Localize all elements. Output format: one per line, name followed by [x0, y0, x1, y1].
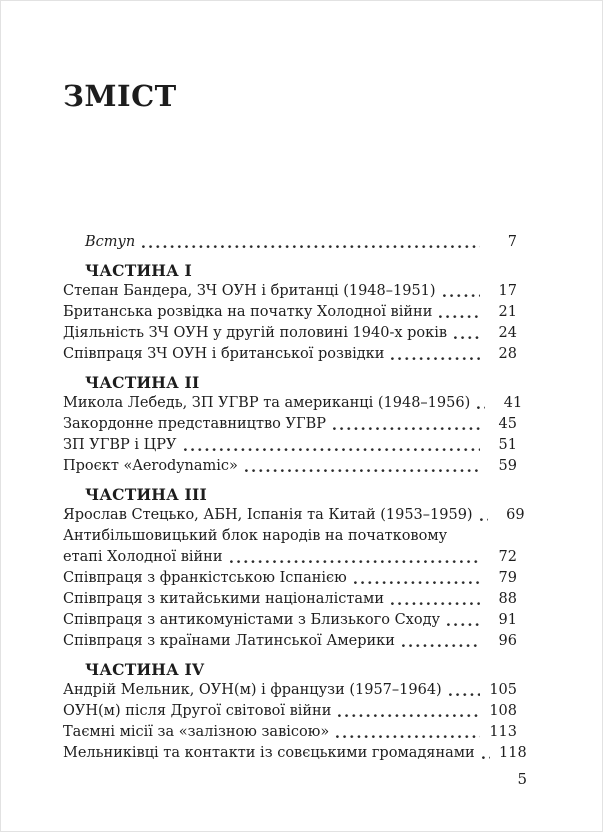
toc-entry-label: Співпраця з франкістською Іспанією	[63, 570, 347, 586]
toc-entry	[63, 701, 517, 722]
dot-leader	[142, 244, 480, 249]
toc-entry-label: Співпраця ЗЧ ОУН і британської розвідки	[63, 346, 385, 362]
dot-leader	[439, 314, 480, 319]
toc-entry-page: 96	[498, 633, 517, 649]
dot-leader	[449, 692, 480, 697]
toc-entry	[63, 589, 517, 610]
toc-entry-label: Мельниківці та контакти із совєцькими громадянами	[63, 745, 475, 761]
toc-entry	[63, 743, 527, 764]
toc-section	[63, 659, 527, 764]
toc-entry-page: 7	[507, 234, 517, 250]
toc-section-heading: ЧАСТИНА III	[85, 485, 207, 504]
toc-entry	[63, 680, 517, 701]
toc-sections	[63, 260, 527, 764]
toc-entry-label: Діяльність ЗЧ ОУН у другій половині 1940-х років	[63, 325, 448, 341]
toc-entry-label: ЗП УГВР і ЦРУ	[63, 437, 177, 453]
toc-entry	[63, 610, 517, 631]
toc-section-entries	[63, 505, 525, 652]
toc-entry-page: 72	[498, 549, 517, 565]
toc-entry-page: 45	[498, 416, 517, 432]
toc-section-heading: ЧАСТИНА IV	[85, 660, 205, 679]
toc-entry-page: 69	[506, 507, 525, 523]
dot-leader	[336, 734, 480, 739]
dot-leader	[477, 405, 485, 410]
toc-entry-page: 118	[499, 745, 527, 761]
toc-entry	[63, 631, 517, 652]
dot-leader	[230, 559, 480, 564]
toc-entry-label: Співпраця з антикомуністами з Близького Сходу	[63, 612, 441, 628]
toc-section	[63, 372, 523, 477]
toc-entry-intro	[63, 232, 517, 253]
dot-leader	[338, 713, 480, 718]
toc-entry-page: 108	[489, 703, 517, 719]
toc-entry-label: ОУН(м) після Другої світової війни	[63, 703, 332, 719]
dot-leader	[402, 643, 480, 648]
toc-entry-label: етапі Холодної війни	[63, 549, 223, 565]
toc-entry-label: Співпраця з китайськими націоналістами	[63, 591, 384, 607]
toc-entry-label: Проєкт «Aerodynamic»	[63, 458, 238, 474]
toc-entry	[63, 547, 517, 568]
dot-leader	[184, 447, 480, 452]
toc-entry-page: 113	[489, 724, 517, 740]
toc-entry-label: Вступ	[85, 234, 136, 250]
toc-entry-page: 17	[498, 283, 517, 299]
toc-section	[63, 484, 525, 652]
toc-entry-page: 79	[498, 570, 517, 586]
toc-section	[63, 260, 517, 365]
toc-section-heading: ЧАСТИНА II	[85, 373, 200, 392]
toc-section-entries	[63, 680, 527, 764]
toc-entry	[63, 435, 517, 456]
toc-entry-page: 59	[498, 458, 517, 474]
toc-entry	[63, 456, 517, 477]
toc-entry	[63, 526, 517, 547]
toc-entry	[63, 344, 517, 365]
toc-entry-label: Таємні місії за «залізною завісою»	[63, 724, 330, 740]
dot-leader	[454, 335, 480, 340]
toc-entry	[63, 323, 517, 344]
toc-entry-label: Андрій Мельник, ОУН(м) і французи (1957–1964)	[63, 682, 442, 698]
toc-entry-label: Співпраця з країнами Латинської Америки	[63, 633, 395, 649]
toc-section-entries	[63, 281, 517, 365]
toc-entry	[63, 281, 517, 302]
toc-entry-label: Антибільшовицький блок народів на початковому	[63, 528, 448, 544]
page-title: ЗМІСТ	[63, 79, 177, 113]
table-of-contents	[63, 232, 527, 764]
toc-entry-label: Британська розвідка на початку Холодної війни	[63, 304, 433, 320]
toc-entry	[63, 568, 517, 589]
toc-entry-page: 21	[498, 304, 517, 320]
toc-entry-label: Ярослав Стецько, АБН, Іспанія та Китай (1953–1959)	[63, 507, 473, 523]
dot-leader	[443, 293, 480, 298]
dot-leader	[480, 517, 488, 522]
toc-section-heading: ЧАСТИНА I	[85, 261, 193, 280]
toc-section-entries	[63, 393, 523, 477]
folio-page-number: 5	[517, 770, 527, 788]
dot-leader	[482, 755, 490, 760]
toc-entry	[63, 302, 517, 323]
dot-leader	[391, 356, 480, 361]
toc-entry-page: 88	[498, 591, 517, 607]
dot-leader	[447, 622, 480, 627]
dot-leader	[245, 468, 480, 473]
toc-entry-label: Степан Бандера, ЗЧ ОУН і британці (1948–1951)	[63, 283, 436, 299]
toc-entry-page: 51	[498, 437, 517, 453]
dot-leader	[354, 580, 480, 585]
toc-entry-page: 91	[498, 612, 517, 628]
toc-entry-page: 41	[503, 395, 523, 411]
toc-entry-page: 24	[498, 325, 517, 341]
dot-leader	[391, 601, 480, 606]
toc-entry-page: 105	[489, 682, 517, 698]
dot-leader	[333, 426, 480, 431]
toc-entry-page: 28	[498, 346, 517, 362]
toc-entry	[63, 393, 523, 414]
toc-entry	[63, 505, 525, 526]
toc-entry-label: Микола Лебедь, ЗП УГВР та американці (1948–1956)	[63, 395, 471, 411]
toc-entry	[63, 722, 517, 743]
toc-entry-label: Закордонне представництво УГВР	[63, 416, 327, 432]
toc-entry	[63, 414, 517, 435]
